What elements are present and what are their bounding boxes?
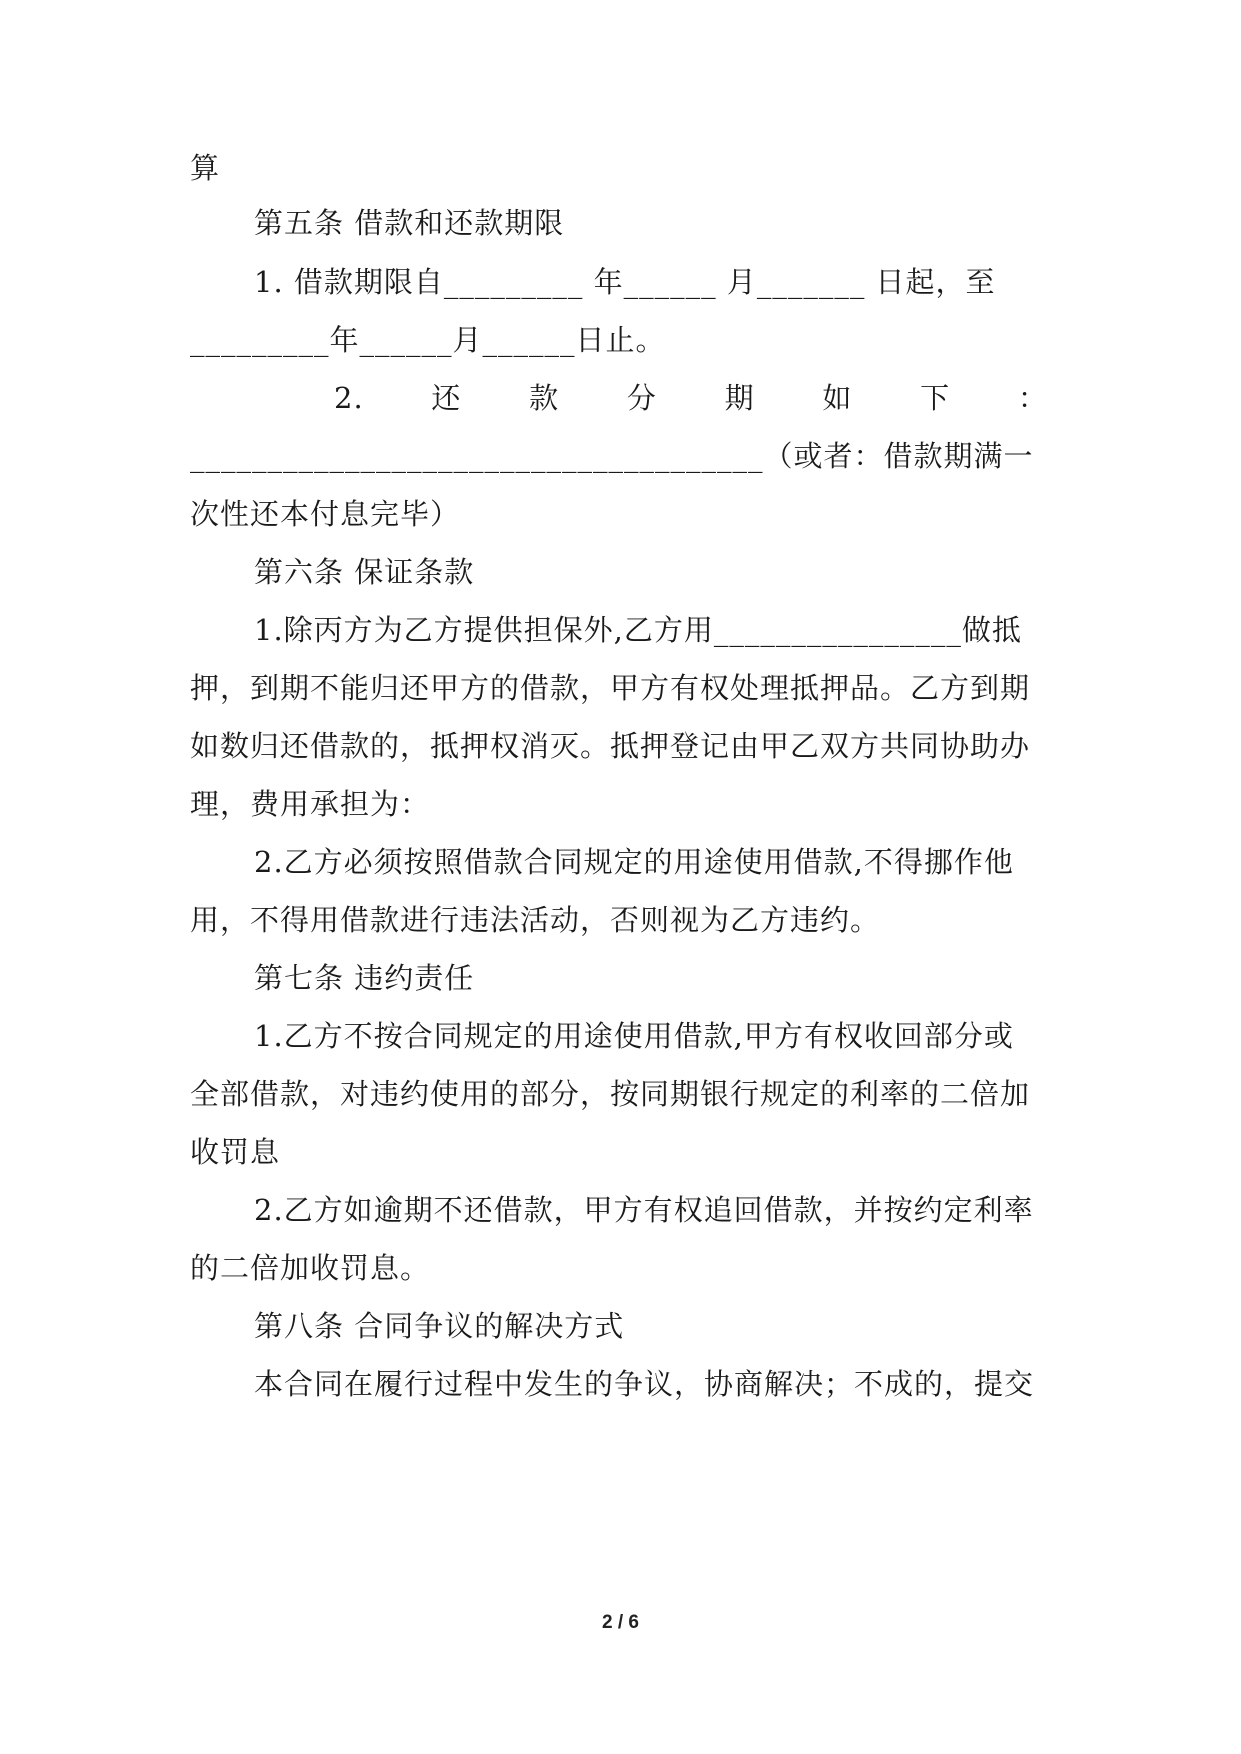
article-heading: 第七条 违约责任 [254,961,475,995]
text-line: 押，到期不能归还甲方的借款，甲方有权处理抵押品。乙方到期 [190,671,1031,705]
text-line: 算 [190,151,221,185]
text-line: 用，不得用借款进行违法活动，否则视为乙方违约。 [190,903,881,937]
text-line: 次性还本付息完毕） [190,497,461,531]
text-fragment: 如 [822,381,853,415]
text-fragment: 还 [431,381,462,415]
article-heading: 第八条 合同争议的解决方式 [254,1309,625,1343]
text-fragment: 期 [724,381,755,415]
text-line: 如数归还借款的，抵押权消灭。抵押登记由甲乙双方共同协助办 [190,729,1031,763]
text-line: 1. 借款期限自_________ 年______ 月_______ 日起，至 [254,265,996,299]
text-line: 1.除丙方为乙方提供担保外,乙方用________________做抵 [254,613,1022,647]
article-heading: 第六条 保证条款 [254,555,475,589]
text-line: 的二倍加收罚息。 [190,1251,431,1285]
text-fragment: 分 [626,381,657,415]
article-heading: 第五条 借款和还款期限 [254,206,565,240]
text-fragment: ： [1017,381,1048,415]
text-fragment: 款 [529,381,560,415]
text-line: 本合同在履行过程中发生的争议，协商解决；不成的，提交 [254,1367,1035,1401]
text-line: 理，费用承担为： [190,787,431,821]
text-line: 全部借款，对违约使用的部分，按同期银行规定的利率的二倍加 [190,1077,1031,1111]
text-line: 收罚息 [190,1135,281,1169]
spaced-text-line [334,378,1048,418]
text-line: _________年______月______日止。 [190,323,666,357]
text-line: _____________________________________（或者：借款期满一 [190,439,1034,473]
page-number: 2 / 6 [602,1612,639,1633]
text-line: 2.乙方必须按照借款合同规定的用途使用借款,不得挪作他 [254,845,1014,879]
text-fragment: 2. [334,381,364,415]
text-line: 2.乙方如逾期不还借款，甲方有权追回借款，并按约定利率 [254,1193,1034,1227]
text-line: 1.乙方不按合同规定的用途使用借款,甲方有权收回部分或 [254,1019,1014,1053]
text-fragment: 下 [920,381,951,415]
